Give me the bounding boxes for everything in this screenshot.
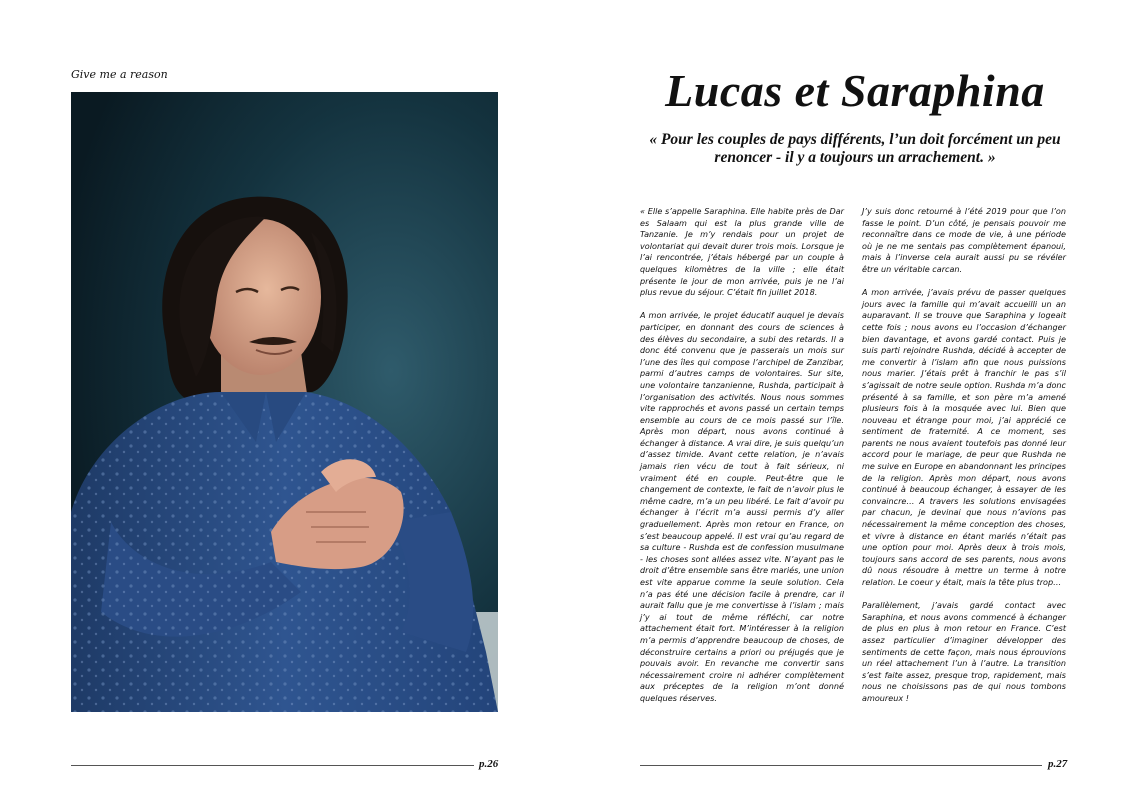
page-number-right: p.27	[1048, 758, 1068, 770]
portrait-illustration	[71, 92, 498, 712]
page-number-left: p.26	[479, 758, 499, 770]
running-head: Give me a reason	[71, 68, 168, 81]
footer-rule-right	[640, 765, 1042, 766]
paragraph: A mon arrivée, le projet éducatif auquel je devais participer, en donnant des cours de sciences à des élèves du secondaire, a subi des retards. Il a donc été convenu que je passerais un mois sur l’une des îles qui compose l’archipel de Zanzibar, parmi d’autres camps de volontaires. Sur site, une volontaire tanzanienne, Rushda, participait à l’organisation des activités. Nous nous sommes vite rapprochés et avons passé un certain temps ensemble au cours de ce mois passé sur l’île. Après mon départ, nous avons continué à échanger à distance. A vrai dire, je suis quelqu’un d’assez timide. Avant cette relation, je n’avais jamais rien vécu de tout à fait sérieux, ni vraiment été en couple. Peut-être que le changement de contexte, le fait de n’avoir plus le même cadre, m’a un peu libéré. Le fait d’avoir pu échanger à l’écrit m’a aussi permis d’y aller graduellement. Après mon retour en France, on s’est beaucoup appelé. Il est vrai qu’au regard de sa culture - Rushda est de confession musulmane - les choses sont allées assez vite. N’ayant pas le droit d’être ensemble sans être mariés, une union est vite apparue comme la seule solution. Cela n’a pas été une décision facile à prendre, car il aurait fallu que je me convertisse à l’islam ; mais j’y ai tout de même réfléchi, car notre attachement était fort. M’intéresser à la religion m’a permis d’apprendre beaucoup de choses, de déconstruire certains a priori ou préjugés que je pouvais avoir. En revanche me convertir sans nécessairement croire ni adhérer complètement aux préceptes de la religion m’ont donné quelques réserves.	[640, 310, 844, 703]
pull-quote: « Pour les couples de pays différents, l’un doit forcément un peu renoncer - il y a toujours un arrachement. »	[649, 131, 1061, 166]
portrait-photo	[71, 92, 498, 712]
text-column-right	[862, 206, 1066, 716]
footer-rule-left	[71, 765, 474, 766]
paragraph: A mon arrivée, j’avais prévu de passer quelques jours avec la famille qui m’avait accueilli un an auparavant. Il se trouve que Saraphina y logeait cette fois ; nous avons eu l’occasion d’échanger bien davantage, et avons gardé contact. Puis je suis parti rejoindre Rushda, décidé à accepter de me convertir à l’islam afin que nous puissions nous marier. J’étais prêt à franchir le pas s’il s’agissait de notre seule option. Rushda m’a donc présenté à sa famille, et son père m’a amené plusieurs fois à la mosquée avec lui. Bien que nouveau et étrange pour moi, j’ai apprécié ce sentiment de fraternité. A ce moment, ses parents ne nous avaient toutefois pas donné leur accord pour le mariage, de peur que Rushda ne me suive en Europe en abandonnant les principes de la religion. Après mon départ, nous avons continué à beaucoup échanger, à essayer de les convaincre… A travers les solutions envisagées par chacun, je devinai que nous n’avions pas nécessairement la même conception des choses, et vivre à distance en étant mariés n’était pas une option pour moi. Après deux à trois mois, toujours sans accord de ses parents, nous avons dû nous résoudre à mettre un terme à notre relation. Le coeur y était, mais la tête plus trop…	[862, 287, 1066, 587]
text-column-left	[640, 206, 844, 716]
page-title: Lucas et Saraphina	[665, 65, 1045, 116]
paragraph: Parallèlement, j’avais gardé contact avec Saraphina, et nous avons commencé à échanger de plus en plus à mon retour en France. C’est assez particulier d’imaginer développer des sentiments de cette façon, mais nous éprouvions un réel attachement l’un à l’autre. La transition s’est faite assez, presque trop, rapidement, mais nous ne choisissons pas de qui nous tombons amoureux !	[862, 600, 1066, 703]
paragraph: J’y suis donc retourné à l’été 2019 pour que l’on fasse le point. D’un côté, je pensais pouvoir me reconnaître dans ce mode de vie, à une période où je ne me sentais pas complètement épanoui, mais à l’inverse cela aurait aussi pu se révéler être un véritable carcan.	[862, 206, 1066, 274]
paragraph: « Elle s’appelle Saraphina. Elle habite près de Dar es Salaam qui est la plus grande ville de Tanzanie. Je m’y rendais pour un projet de volontariat qui devait durer trois mois. Lorsque je l’ai rencontrée, j’étais hébergé par un couple à quelques kilomètres de la ville ; elle était présente le jour de mon arrivée, puis je ne l’ai plus revue du séjour. C’était fin juillet 2018.	[640, 206, 844, 298]
